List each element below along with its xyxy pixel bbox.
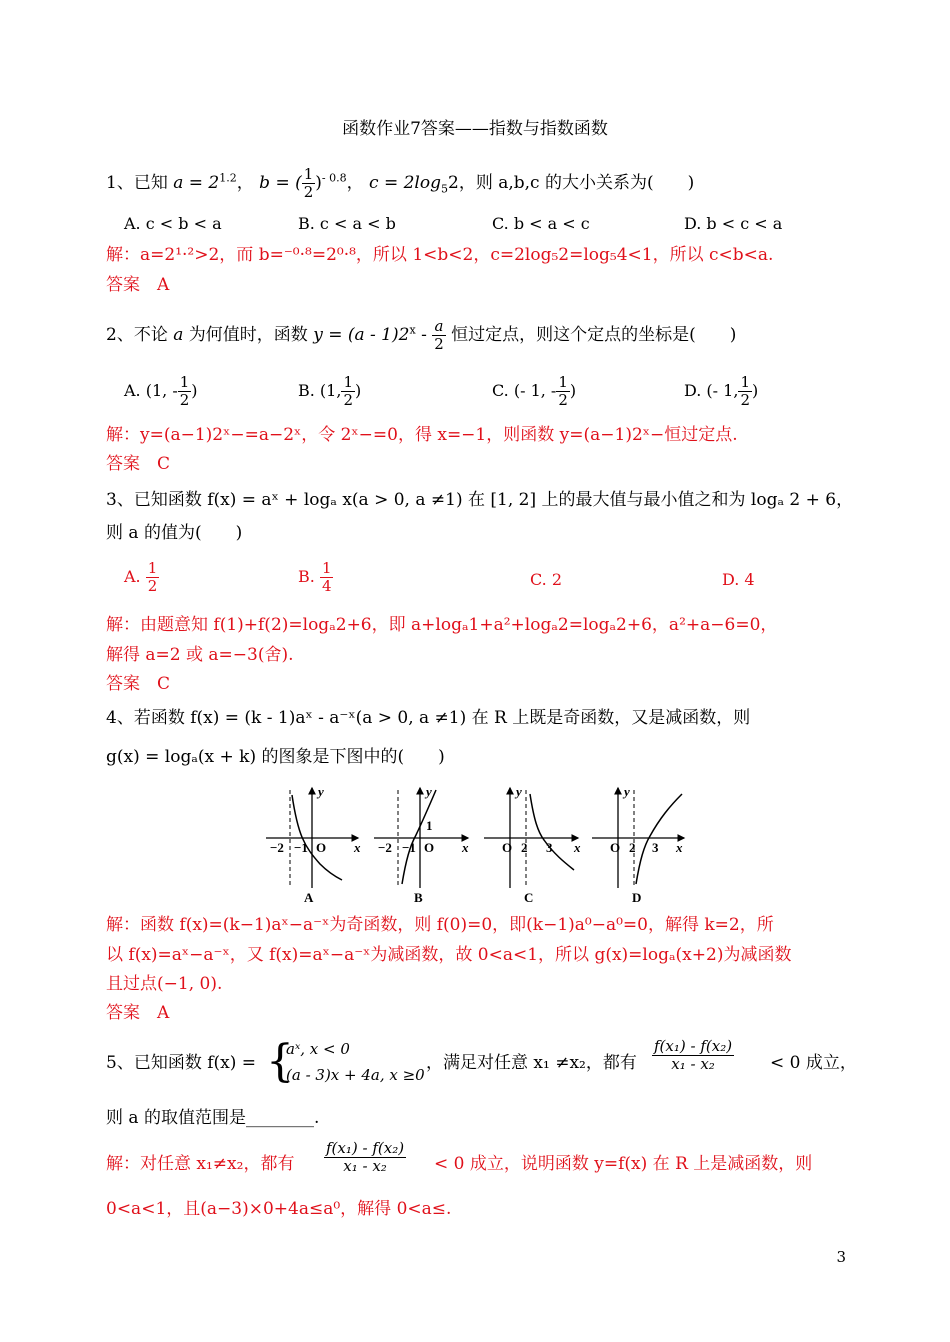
q5-line-2: 则 a 的取值范围是________. bbox=[106, 1108, 320, 1128]
tick-label: 3 bbox=[546, 840, 553, 855]
q2-option-b: B. (1, $\frac{1}{2}$ ) bbox=[298, 373, 362, 409]
q5-mid: ，满足对任意 x₁ ≠x₂，都有 bbox=[426, 1053, 637, 1073]
graph-b bbox=[374, 784, 469, 905]
tick-label: 3 bbox=[652, 840, 659, 855]
x-axis-label: x bbox=[354, 840, 361, 855]
q2-solution: 解：y=(a−1)2ˣ−=a−2ˣ，令 2ˣ−=0，得 x=−1，则函数 y=(a−1)2ˣ−恒过定点. bbox=[106, 425, 738, 445]
tick-label: O bbox=[424, 840, 435, 855]
q1-b-fraction: $\frac{1}{2}$ bbox=[303, 165, 314, 201]
q3-option-a: A. $\frac{1}{2}$ bbox=[124, 559, 158, 595]
q5-solution-2: 0<a<1，且(a−3)×0+4a≤a⁰，解得 0<a≤. bbox=[106, 1199, 452, 1219]
tick-label: O bbox=[316, 840, 327, 855]
x-axis-label: x bbox=[574, 840, 581, 855]
q3-option-b: B. $\frac{1}{4}$ bbox=[298, 559, 332, 595]
tick-label: 2 bbox=[629, 840, 636, 855]
graph-label-c: C bbox=[524, 890, 534, 905]
brace-icon: { bbox=[266, 1036, 294, 1087]
q1-c-expr: c = 2log bbox=[369, 173, 441, 193]
q4-line-2: g(x) = logₐ(x + k) 的图象是下图中的( ) bbox=[106, 747, 445, 767]
tick-label: 2 bbox=[521, 840, 528, 855]
q2-func: y = (a - 1)2 bbox=[313, 325, 410, 345]
q4-text-1: 若函数 f(x) = (k - 1)aˣ - a⁻ˣ(a > 0, a ≠1) 在 R 上既是奇函数，又是减函数，则 bbox=[133, 708, 751, 728]
graph-label-d: D bbox=[632, 890, 642, 905]
q2-var: a bbox=[173, 325, 184, 345]
q2-text-b: 为何值时，函数 bbox=[188, 325, 308, 345]
q1-c-tail: 2 bbox=[448, 173, 459, 193]
question-number: 1、 bbox=[106, 173, 134, 193]
graph-d bbox=[592, 784, 684, 905]
tick-label: −1 bbox=[294, 840, 308, 855]
q1-b-expr: b = ( bbox=[259, 173, 302, 193]
x-axis-label: x bbox=[462, 840, 469, 855]
question-2 bbox=[106, 318, 846, 353]
question-number: 3、 bbox=[106, 490, 134, 510]
q3-option-d: D. 4 bbox=[722, 570, 755, 589]
q4-graph-options bbox=[262, 780, 692, 910]
q2-func-exp: x bbox=[409, 323, 416, 337]
q2-option-c: C. (- 1, - $\frac{1}{2}$ ) bbox=[492, 373, 577, 409]
tick-label: O bbox=[502, 840, 513, 855]
graph-a bbox=[266, 784, 361, 905]
tick-label: −2 bbox=[378, 840, 392, 855]
q1-solution: 解：a=2¹·²>2，而 b=⁻⁰·⁸=2⁰·⁸，所以 1<b<2，c=2log₅2=log₅4<1，所以 c<b<a. bbox=[106, 245, 774, 265]
q2-answer: 答案 C bbox=[106, 454, 171, 474]
question-number: 2、 bbox=[106, 325, 134, 345]
q1-suffix: ，则 a,b,c 的大小关系为( ) bbox=[458, 173, 695, 193]
q5-sol-prefix: 解：对任意 x₁≠x₂，都有 bbox=[106, 1154, 295, 1174]
q1-option-b: B. c < a < b bbox=[298, 214, 396, 233]
y-axis-label: y bbox=[426, 784, 432, 799]
q1-prefix: 已知 bbox=[133, 173, 168, 193]
q1-c-sub: 5 bbox=[441, 182, 448, 196]
q4-solution-3: 且过点(−1, 0). bbox=[106, 974, 223, 994]
q1-option-a: A. c < b < a bbox=[124, 214, 222, 233]
q4-solution-2: 以 f(x)=aˣ−a⁻ˣ，又 f(x)=aˣ−a⁻ˣ为减函数，故 0<a<1，所以 g(x)=logₐ(x+2)为减函数 bbox=[106, 945, 792, 965]
q5-case-1: aˣ, x < 0 bbox=[286, 1040, 350, 1058]
tick-label: −2 bbox=[270, 840, 284, 855]
q1-b-exp: - 0.8 bbox=[321, 171, 347, 185]
graph-label-a: A bbox=[304, 890, 314, 905]
q3-line-1 bbox=[106, 489, 854, 511]
q5-tail: < 0 成立， bbox=[770, 1053, 857, 1073]
question-1: 1、已知 $a = 2^{1.2}$， b = ( $\frac{1}{2}$ )$^{- 0.8}$， $c = 2\log_52$，则 a,b,c 的大小关系为( ) bbox=[106, 165, 695, 201]
q3-line-2: 则 a 的值为( ) bbox=[106, 523, 243, 543]
tick-label: −1 bbox=[402, 840, 416, 855]
q2-fraction: $\frac{a}{2}$ bbox=[434, 317, 444, 353]
q2-text-c: 恒过定点，则这个定点的坐标是( ) bbox=[451, 325, 737, 345]
graph-c bbox=[484, 784, 581, 905]
q5-lead: 5、已知函数 f(x) = bbox=[106, 1053, 257, 1073]
x-axis-label: x bbox=[676, 840, 683, 855]
q3-solution-2: 解得 a=2 或 a=−3(舍). bbox=[106, 645, 294, 665]
q2-option-a: A. (1, - $\frac{1}{2}$ ) bbox=[124, 373, 198, 409]
q1-option-d: D. b < c < a bbox=[684, 214, 783, 233]
q5-fraction: $\frac{\text{f(x₁) - f(x₂)}}{\text{x₁ - x₂}}$ bbox=[654, 1037, 733, 1073]
graph-label-b: B bbox=[414, 890, 423, 905]
q2-option-d: D. (- 1, $\frac{1}{2}$ ) bbox=[684, 373, 759, 409]
question-number: 4、 bbox=[106, 708, 134, 728]
q1-option-c: C. b < a < c bbox=[492, 214, 590, 233]
q5-sol-tail: < 0 成立，说明函数 y=f(x) 在 R 上是减函数，则 bbox=[434, 1154, 813, 1174]
q4-solution-1: 解：函数 f(x)=(k−1)aˣ−a⁻ˣ为奇函数，则 f(0)=0，即(k−1)a⁰−a⁰=0，解得 k=2，所 bbox=[106, 915, 774, 935]
q5-line-1 bbox=[106, 1036, 857, 1088]
q1-a-expr: a = 2 bbox=[173, 173, 220, 193]
q2-minus: - bbox=[421, 325, 427, 345]
page-title: 函数作业7答案——指数与指数函数 bbox=[342, 119, 608, 139]
q5-sol-fraction: $\frac{\text{f(x₁) - f(x₂)}}{\text{x₁ - x₂}}$ bbox=[326, 1139, 405, 1175]
y-axis-label: y bbox=[516, 784, 522, 799]
q2-text-a: 不论 bbox=[133, 325, 168, 345]
q1-answer: 答案 A bbox=[106, 275, 170, 295]
q1-a-exp: 1.2 bbox=[219, 171, 237, 185]
tick-label: 1 bbox=[426, 818, 433, 833]
q3-text-1: 已知函数 f(x) = aˣ + logₐ x(a > 0, a ≠1) 在 [1, 2] 上的最大值与最小值之和为 logₐ 2 + 6， bbox=[133, 490, 854, 510]
y-axis-label: y bbox=[318, 784, 324, 799]
y-axis-label: y bbox=[624, 784, 630, 799]
q5-case-2: (a - 3)x + 4a, x ≥0 bbox=[286, 1066, 425, 1084]
page-number: 3 bbox=[836, 1248, 846, 1266]
q3-answer: 答案 C bbox=[106, 674, 171, 694]
q3-solution-1: 解：由题意知 f(1)+f(2)=logₐ2+6，即 a+logₐ1+a²+logₐ2=logₐ2+6，a²+a−6=0， bbox=[106, 615, 778, 635]
tick-label: O bbox=[610, 840, 621, 855]
q5-solution-1 bbox=[106, 1140, 846, 1190]
q3-option-c: C. 2 bbox=[530, 570, 563, 589]
q4-answer: 答案 A bbox=[106, 1003, 170, 1023]
q4-line-1 bbox=[106, 707, 846, 729]
